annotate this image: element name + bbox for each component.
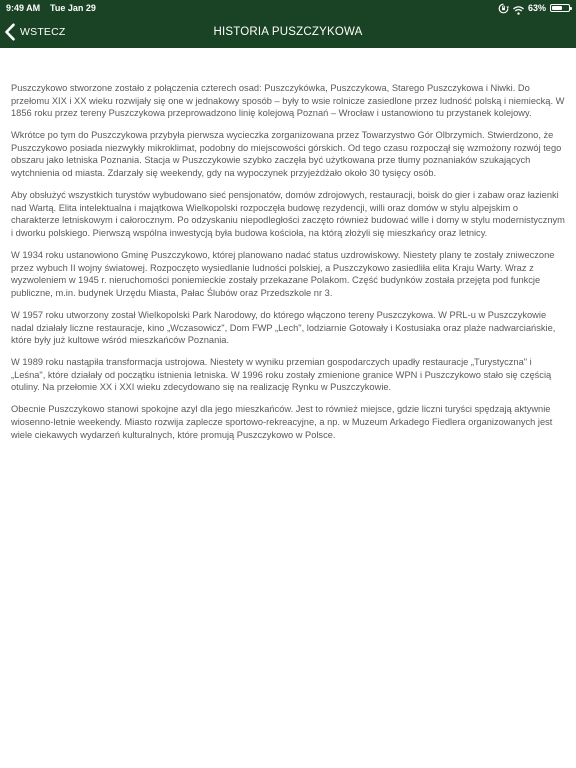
battery-fill bbox=[552, 6, 562, 10]
status-indicators bbox=[498, 0, 570, 16]
status-time: 9:49 AM bbox=[6, 3, 41, 13]
rotation-lock-icon bbox=[498, 3, 509, 14]
page-title: HISTORIA PUSZCZYKOWA bbox=[213, 26, 363, 38]
article-paragraph: Aby obsłużyć wszystkich turystów wybudowano sieć pensjonatów, domów zdrojowych, restauracji, boisk do gier i zabaw oraz łazienki nad Wartą. Elita intelektualna i majątkowa Wielkopolski rozpoczęła budowę rezydencji, willi oraz domów w stylu alpejskim o charakterze letniskowym i całorocznym. Po odzyskaniu niepodległości zaczęto również budować wille i domy w stylu modernistycznym i dworku polskiego. Pierwszą wspólna inwestycją była budowa kościoła, na którą złożyli się mieszkańcy oraz letnicy. bbox=[11, 190, 565, 238]
navigation-bar bbox=[0, 16, 576, 48]
article-paragraph: W 1934 roku ustanowiono Gminę Puszczykowo, której planowano nadać status uzdrowiskowy. Niestety plany te zostały zniweczone przez wybuch II wojny światowej. Rozpoczęto wysiedlanie ludności polskiej, a Puszczykowo zasiedliła elita Kraju Warty. Wraz z wyzwoleniem w 1945 r. nieruchomości poniemieckie zostały przekazane Polakom. Część budynków została przejęta pod funkcje publiczne, m.in. budynek Urzędu Miasta, Pałac Ślubów oraz Przedszkole nr 3. bbox=[11, 250, 555, 298]
back-button-label: WSTECZ bbox=[20, 26, 66, 38]
article-paragraph: W 1957 roku utworzony został Wielkopolski Park Narodowy, do którego włączono tereny Puszczykowa. W PRL-u w Puszczykowie nadal działały liczne restauracje, kino „Wczasowicz", Dom FWP „Lech", lodziarnie Gotowały i Kostusiaka oraz plaże nadwarciańskie, które były już kultowe wśród mieszkańców Poznania. bbox=[11, 309, 556, 346]
battery-icon bbox=[550, 4, 570, 12]
article-paragraph: Puszczykowo stworzone zostało z połączenia czterech osad: Puszczykówka, Puszczykowa, Starego Puszczykowa i Niwki. Do przełomu XIX i XX wieku rozwijały się one w jednakowy sposób – były to wsie rolnicze zasiedlone przez ludność polską i niemiecką. W 1856 roku przez tereny Puszczykowa przeprowadzono linię kolejową Poznań – Wrocław i ustanowiono tu przystanek kolejowy. bbox=[11, 83, 565, 119]
article-paragraph: Wkrótce po tym do Puszczykowa przybyła pierwsza wycieczka zorganizowana przez Towarzystwo Gór Olbrzymich. Stwierdzono, że Puszczykowo posiada niezwykły mikroklimat, podobny do miejscowości górskich. Od tego czasu rozpoczął się wzmożony rozwój tego obszaru jako letniska Poznania. Stacja w Puszczykowie szybko zaczęła być użytkowana prze tłumy poznaniaków szukających wytchnienia od miasta. Zdarzały się weekendy, gdy na wypoczynek przyjeżdżało około 30 tysięcy osób. bbox=[11, 130, 562, 179]
status-date: Tue Jan 29 bbox=[50, 3, 96, 13]
battery-cap bbox=[570, 7, 572, 10]
article-paragraph: W 1989 roku nastąpiła transformacja ustrojowa. Niestety w wyniku przemian gospodarczych upadły restauracje „Turystyczna" i „Leśna", które działały od początku istnienia letniska. W 1996 roku zostały zmienione granice WPN i Puszczykowo stało się częścią otuliny. Na przełomie XX i XXI wieku zdecydowano się na realizację Rynku w Puszczykowie. bbox=[11, 357, 552, 393]
wifi-icon bbox=[513, 4, 524, 13]
history-article bbox=[11, 82, 566, 451]
article-paragraph: Obecnie Puszczykowo stanowi spokojne azyl dla jego mieszkańców. Jest to również miejsce, gdzie liczni turyści spędzają aktywnie wiosenno-letnie weekendy. Miasto rozwija zaplecze sportowo-rekreacyjne, a np. w Muzeum Arkadego Fiedlera organizowanych jest wiele ciekawych wydarzeń kulturalnych, które promują Puszczykowo w Polsce. bbox=[11, 404, 553, 440]
status-bar bbox=[0, 0, 576, 16]
app-header bbox=[0, 0, 576, 48]
battery-percent: 63% bbox=[527, 3, 546, 13]
